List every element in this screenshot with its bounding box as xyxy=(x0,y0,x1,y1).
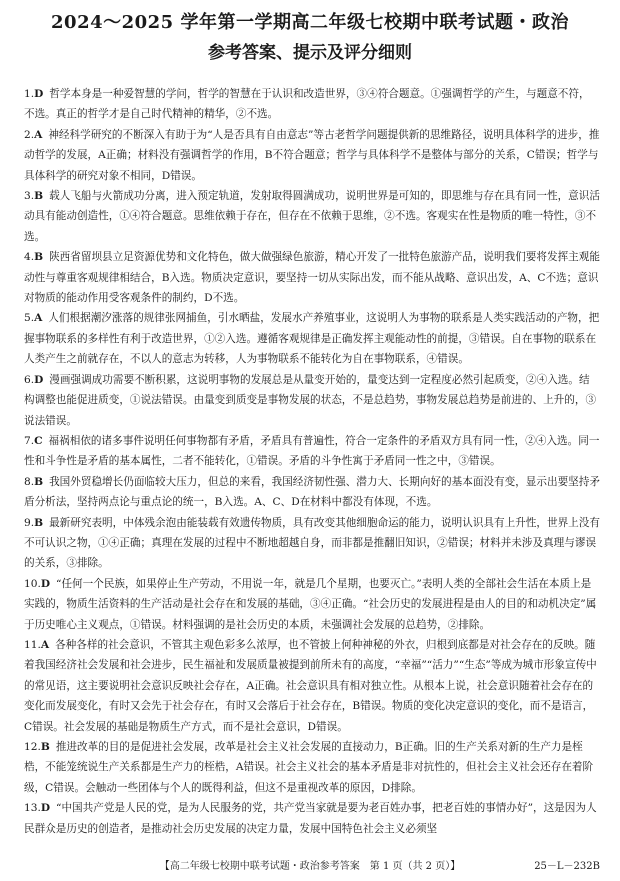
answer-item xyxy=(24,574,600,635)
answer-number: 11. xyxy=(24,638,41,651)
answer-item xyxy=(24,513,600,574)
answer-item xyxy=(24,472,600,513)
answer-choice: B xyxy=(34,251,44,264)
answer-number: 1. xyxy=(24,88,35,100)
answer-explanation: 载人飞船与火箭成功分离，进入预定轨道，发射取得圆满成功，说明世界是可知的，即思维与存在具有同一性，意识活动具有能动创造性，①④符合题意。思维依赖于存在，但存在不依赖于思维，②不选。客观实在性是物质的唯一特性，③不选。 xyxy=(24,190,600,243)
answer-explanation: 哲学本身是一种爱智慧的学问，哲学的智慧在于认识和改造世界，③④符合题意。①强调哲学的产生，与题意不符，不选。真正的哲学才是自己时代精神的精华，②不选。 xyxy=(24,88,590,121)
answer-number: 13. xyxy=(24,802,41,815)
answer-explanation: 推进改革的目的是促进社会发展，改革是社会主义社会发展的直接动力，B正确。旧的生产关系对新的生产力是桎梏，不能笼统说生产关系都是生产力的桎梏，A错误。社会主义社会的基本矛盾是非对抗性的，但社会主义社会还存在着阶级，C错误。会触动一些团体与个人的既得利益，但这不是重视改革的原因，D排除。 xyxy=(24,741,594,794)
answer-number: 12. xyxy=(24,741,41,753)
answer-choice: B xyxy=(34,190,44,203)
answer-choice: A xyxy=(34,312,43,325)
answer-explanation: 各种各样的社会意识，不管其主观色彩多么浓厚，也不管披上何种神秘的外衣，归根到底都是对社会存在的反映。随着我国经济社会发展和社会进步，民生福祉和发展质量被提到前所未有的高度，“幸福”“活力”“生态”等成为城市形象宣传中的常见语，这主要说明社会意识反映社会存在，A正确。社会意识具有相对独立性。从根本上说，社会意识随着社会存在的变化而发展变化，有时又会先于社会存在，有时又会落后于社会存在，B错误。物质的变化决定意识的变化，而不是语言，C错误。社会发展的基础是物质生产方式，而不是社会意识，D错误。 xyxy=(24,638,597,733)
answer-explanation: 人们根据潮汐涨落的规律张网捕鱼，引水晒盐，发展水产养殖事业，这说明人为事物的联系是人类实践活动的产物，把握事物联系的多样性有利于改造世界，①②入选。遵循客观规律是正确发挥主观能动性的前提，③错误。自在事物的联系在人类产生之前就存在，不以人的意志为转移，人为事物联系不能转化为自在事物联系，④错误。 xyxy=(24,312,600,366)
answer-explanation: 神经科学研究的不断深入有助于为“人是否具有自由意志”等古老哲学问题提供新的思维路径，说明具体科学的进步，推动哲学的发展，A正确；材料没有强调哲学的作用，B不符合题意；哲学与具体科学不是整体与部分的关系，C错误；哲学与具体科学的研究对象不相同，D错误。 xyxy=(24,128,600,182)
answer-explanation: 漫画强调成功需要不断积累，这说明事物的发展总是从量变开始的，量变达到一定程度必然引起质变，②④入选。结构调整也能促进质变，①说法错误。由量变到质变是事物发展的状态，不是总趋势，事物发展总趋势是前进的、上升的，③说法错误。 xyxy=(24,373,597,427)
answer-choice: D xyxy=(34,373,44,386)
answer-item xyxy=(24,84,600,125)
answer-number: 5. xyxy=(24,312,35,325)
answer-item xyxy=(24,635,600,737)
answer-item xyxy=(24,370,600,431)
answer-explanation: 最新研究表明，中体残余泡由能装载有效遗传物质，具有改变其他细胞命运的能力，说明认识具有上升性，世界上没有不可认识之物，①④正确；真理在发展的过程中不断地超越自身，而非都是推翻旧知识，②错误；材料并未涉及真理与谬误的关系，③排除。 xyxy=(24,516,600,570)
document-title: 2024～2025 学年第一学期高二年级七校期中联考试题・政治 xyxy=(51,12,569,33)
answer-item xyxy=(24,247,600,308)
answer-explanation: “任何一个民族，如果停止生产劳动，不用说一年，就是几个星期，也要灭亡。”表明人类的全部社会生活在本质上是实践的，物质生活资料的生产活动是社会存在和发展的基础，③④正确。“社会历史的发展进程是由人的目的和动机决定”属于历史唯心主义观点，①错误。材料强调的是社会历史的本质，未强调社会发展的总趋势，②排除。 xyxy=(24,577,597,631)
answer-item xyxy=(24,125,600,186)
footer-page-info: 【高二年级七校期中联考试题・政治参考答案 第 1 页（共 2 页）】 xyxy=(159,861,461,872)
answer-number: 3. xyxy=(24,190,35,203)
answer-number: 2. xyxy=(24,128,35,141)
answer-number: 4. xyxy=(24,251,35,264)
answer-number: 9. xyxy=(24,516,35,529)
answer-explanation: “中国共产党是人民的党，是为人民服务的党，共产党当家就是要为老百姓办事，把老百姓的事情办好”，这是因为人民群众是历史的创造者，是推动社会历史发展的决定力量，发展中国特色社会主义必须坚 xyxy=(24,802,597,835)
answer-item xyxy=(24,186,600,247)
answer-explanation: 陕西省留坝县立足资源优势和文化特色，做大做强绿色旅游，精心开发了一批特色旅游产品，说明我们要将发挥主观能动性与尊重客观规律相结合，B入选。物质决定意识，要坚持一切从实际出发，而不能从战略、意识出发，A、C不选；意识对物质的能动作用受客观条件的制约，D不选。 xyxy=(24,251,600,305)
answer-number: 6. xyxy=(24,373,35,386)
answer-item xyxy=(24,431,600,472)
answer-choice: D xyxy=(40,802,51,815)
answer-number: 8. xyxy=(24,475,35,488)
document-subtitle: 参考答案、提示及评分细则 xyxy=(208,43,412,63)
page-footer xyxy=(0,857,620,873)
answer-choice: D xyxy=(34,88,44,100)
answer-number: 7. xyxy=(24,434,35,447)
answer-choice: A xyxy=(34,128,43,141)
footer-code: 25－L－232B xyxy=(534,861,600,872)
answer-item xyxy=(24,798,600,839)
answer-choice: D xyxy=(40,577,51,590)
answer-choice: B xyxy=(40,741,50,753)
answer-choice: C xyxy=(34,434,43,447)
answer-item xyxy=(24,737,600,798)
answer-choice: A xyxy=(40,638,50,651)
answer-explanation: 福祸相依的诸多事件说明任何事物都有矛盾，矛盾具有普遍性，符合一定条件的矛盾双方具有同一性，②④入选。同一性和斗争性是矛盾的基本属性，二者不能转化，①错误。矛盾的斗争性寓于矛盾同一性之中，③错误。 xyxy=(24,434,600,468)
answer-explanation: 我国外贸稳增长仍面临较大压力，但总的来看，我国经济韧性强、潜力大、长期向好的基本面没有变，显示出要坚持矛盾分析法，坚持两点论与重点论的统一，B入选。A、C、D在材料中都没有体现，不选。 xyxy=(24,475,600,509)
answer-choice: B xyxy=(34,475,44,488)
answer-list xyxy=(24,84,600,839)
answer-choice: B xyxy=(34,516,44,529)
answer-number: 10. xyxy=(24,577,41,590)
answer-item xyxy=(24,308,600,369)
